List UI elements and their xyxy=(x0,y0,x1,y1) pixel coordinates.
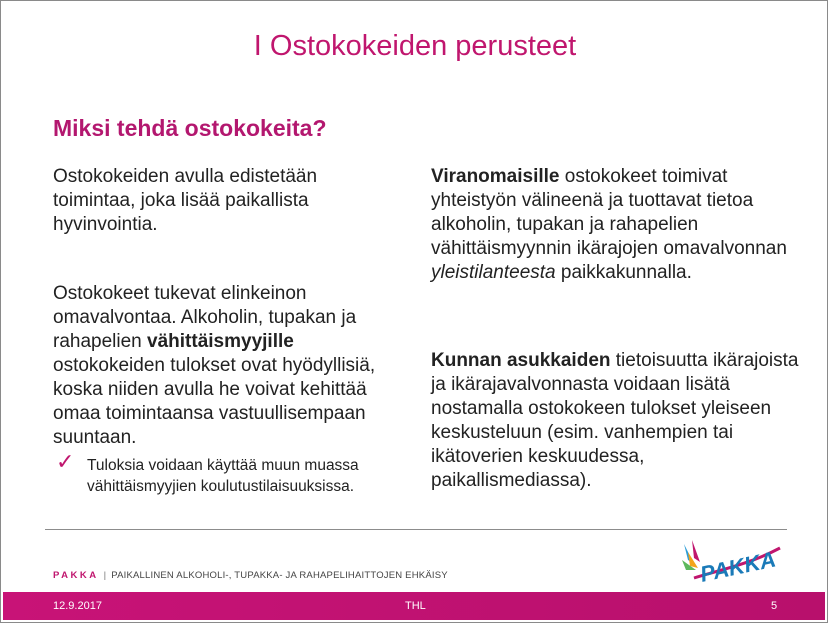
pakka-logo xyxy=(680,538,784,592)
footer-brand-name: PAKKA xyxy=(53,570,99,581)
bottom-bar xyxy=(3,592,825,620)
left-paragraph-1 xyxy=(53,165,403,237)
checkmark-icon: ✓ xyxy=(56,449,75,474)
right-paragraph-1-end: paikkakunnalla. xyxy=(555,262,692,283)
general-situation-italic: yleistilanteesta xyxy=(431,262,556,283)
authorities-bold: Viranomaisille xyxy=(431,166,560,187)
left-paragraph-2 xyxy=(53,282,403,450)
right-paragraph-2 xyxy=(431,349,801,493)
divider-line xyxy=(45,529,787,530)
left-paragraph-2-end: ostokokeiden tulokset ovat hyödyllisiä, koska niiden avulla he voivat kehittää omaa toimintaansa vastuullisempaan suuntaan. xyxy=(53,355,376,448)
footer-org: THL xyxy=(405,600,426,612)
retailers-bold: vähittäismyyjille xyxy=(147,331,294,352)
footer-tagline: PAIKALLINEN ALKOHOLI-, TUPAKKA- JA RAHAPELIHAITTOJEN EHKÄISY xyxy=(111,570,448,581)
left-paragraph-2-start: Ostokokeet tukevat elinkeinon omavalvontaa. Alkoholin, tupakan ja rahapelien xyxy=(53,283,357,352)
right-paragraph-2-text: tietoisuutta ikärajoista ja ikärajavalvonnasta voidaan lisätä nostamalla ostokokeen tulokset yleiseen keskusteluun (esim. vanhempien tai ikätoverien keskuudessa, paikallismediassa). xyxy=(431,350,799,491)
slide-subtitle: Miksi tehdä ostokokeita? xyxy=(53,115,327,141)
left-paragraph-1-text: Ostokokeiden avulla edistetään toimintaa, joka lisää paikallista hyvinvointia. xyxy=(53,166,318,235)
slide-title: I Ostokokeiden perusteet xyxy=(253,30,577,62)
footer-separator: | xyxy=(103,570,107,581)
footer-date: 12.9.2017 xyxy=(53,600,102,612)
page-number: 5 xyxy=(771,600,778,612)
right-paragraph-1 xyxy=(431,165,801,285)
right-paragraph-1-start: ostokokeet toimivat yhteistyön välineenä ja tuottavat tietoa alkoholin, tupakan ja rahapelien vähittäismyynnin ikärajojen omavalvonnan xyxy=(431,166,787,259)
footer-brand-line xyxy=(53,570,448,581)
residents-bold: Kunnan asukkaiden xyxy=(431,350,611,371)
logo-text: PAKKA xyxy=(697,546,778,587)
bullet-text: Tuloksia voidaan käyttää muun muassa vähittäismyyjien koulutustilaisuuksissa. xyxy=(87,457,359,495)
